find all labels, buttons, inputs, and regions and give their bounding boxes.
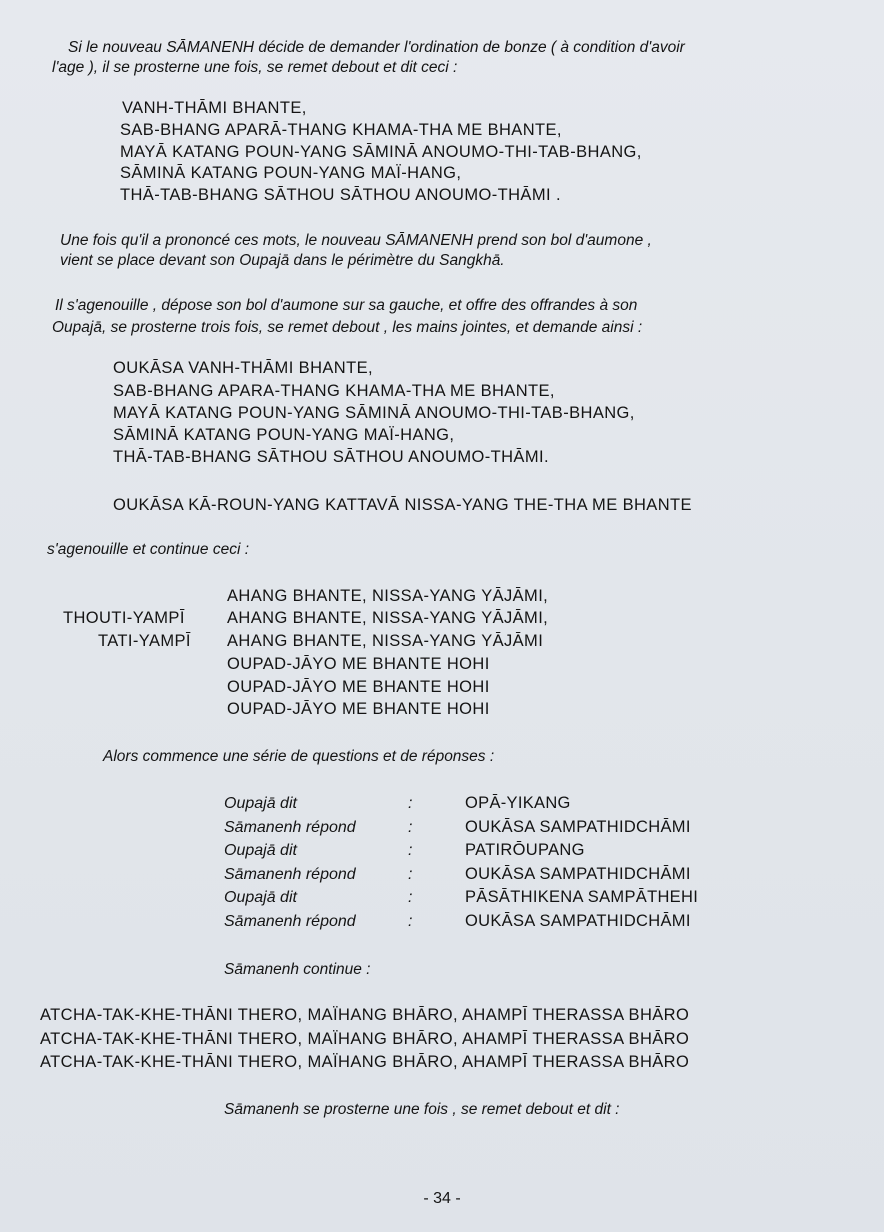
dialogue-speaker-2: Sāmanenh répond: [224, 818, 356, 836]
dialogue-separators: [408, 792, 412, 933]
chant2-line-4: SĀMINĀ KATANG POUN-YANG MAÏ-HANG,: [113, 426, 455, 444]
dialogue-text-2: OUKĀSA SAMPATHIDCHĀMI: [465, 817, 691, 836]
qa-intro-line: Alors commence une série de questions et de réponses :: [103, 748, 495, 765]
dialogue-text-5: PĀSĀTHIKENA SAMPĀTHEHI: [465, 888, 699, 906]
chant2-line-1: OUKĀSA VANH-THĀMI BHANTE,: [113, 359, 373, 377]
chant3-prefix-2: THOUTI-YAMPĪ: [63, 609, 185, 627]
dialogue-text-3: PATIRŌUPANG: [465, 841, 585, 859]
chant1-line-3: MAYĀ KATANG POUN-YANG SĀMINĀ ANOUMO-THI-TAB-BHANG,: [120, 143, 642, 161]
dialogue-sep-1: :: [408, 795, 413, 812]
chant3-line-6: OUPAD-JĀYO ME BHANTE HOHI: [227, 700, 490, 718]
para2-line-2: vient se place devant son Oupajā dans le périmètre du Sangkhā.: [60, 252, 505, 269]
para2-line-1: Une fois qu'il a prononcé ces mots, le nouveau SĀMANENH prend son bol d'aumone ,: [60, 232, 652, 249]
continue-label: Sāmanenh continue :: [224, 961, 371, 978]
page-number: - 34 -: [423, 1190, 461, 1207]
dialogue-speaker-4: Sāmanenh répond: [224, 865, 356, 883]
dialogue-answers: [465, 792, 698, 933]
chant3-line-5: OUPAD-JĀYO ME BHANTE HOHI: [227, 678, 490, 696]
closing-line: Sāmanenh se prosterne une fois , se remet debout et dit :: [224, 1101, 620, 1118]
dialogue-speakers: [224, 792, 356, 933]
dialogue-speaker-5: Oupajā dit: [224, 889, 297, 906]
chant3-line-1: AHANG BHANTE, NISSA-YANG YĀJĀMI,: [227, 587, 549, 605]
request-line: OUKĀSA KĀ-ROUN-YANG KATTAVĀ NISSA-YANG THE-THA ME BHANTE: [113, 496, 692, 514]
chant2-line-3: MAYĀ KATANG POUN-YANG SĀMINĀ ANOUMO-THI-TAB-BHANG,: [113, 404, 635, 422]
chant4-line-3: ATCHA-TAK-KHE-THĀNI THERO, MAÏHANG BHĀRO, AHAMPĪ THERASSA BHĀRO: [40, 1053, 690, 1071]
chant3-line-2: AHANG BHANTE, NISSA-YANG YĀJĀMI,: [227, 609, 549, 627]
chant1-line-2: SAB-BHANG APARĀ-THANG KHAMA-THA ME BHANTE,: [120, 121, 562, 139]
dialogue-sep-3: :: [408, 842, 413, 859]
dialogue-sep-2: :: [408, 818, 413, 836]
chant1-line-4: SĀMINĀ KATANG POUN-YANG MAÏ-HANG,: [120, 164, 462, 182]
dialogue-speaker-3: Oupajā dit: [224, 842, 297, 859]
dialogue-speaker-1: Oupajā dit: [224, 795, 297, 812]
chant3-line-3: AHANG BHANTE, NISSA-YANG YĀJĀMI: [227, 632, 544, 650]
kneel-line: s'agenouille et continue ceci :: [47, 541, 250, 558]
chant1-line-5: THĀ-TAB-BHANG SĀTHOU SĀTHOU ANOUMO-THĀMI .: [120, 186, 561, 204]
intro-line-1: Si le nouveau SĀMANENH décide de demander l'ordination de bonze ( à condition d'avoir: [68, 39, 685, 56]
intro-line-2: l'age ), il se prosterne une fois, se remet debout et dit ceci :: [52, 59, 458, 76]
dialogue-sep-6: :: [408, 912, 413, 930]
para3-line-2: Oupajā, se prosterne trois fois, se remet debout , les mains jointes, et demande ainsi :: [52, 319, 643, 336]
dialogue-text-1: OPĀ-YIKANG: [465, 794, 571, 812]
chant4-line-1: ATCHA-TAK-KHE-THĀNI THERO, MAÏHANG BHĀRO, AHAMPĪ THERASSA BHĀRO: [40, 1006, 690, 1024]
chant2-line-5: THĀ-TAB-BHANG SĀTHOU SĀTHOU ANOUMO-THĀMI.: [113, 448, 549, 466]
dialogue-speaker-6: Sāmanenh répond: [224, 912, 356, 930]
chant3-line-4: OUPAD-JĀYO ME BHANTE HOHI: [227, 655, 490, 673]
chant3-prefix-3: TATI-YAMPĪ: [98, 632, 191, 650]
chant2-line-2: SAB-BHANG APARA-THANG KHAMA-THA ME BHANTE,: [113, 382, 555, 400]
dialogue-text-4: OUKĀSA SAMPATHIDCHĀMI: [465, 864, 691, 883]
para3-line-1: Il s'agenouille , dépose son bol d'aumone sur sa gauche, et offre des offrandes à son: [55, 297, 638, 314]
dialogue-sep-5: :: [408, 889, 413, 906]
chant4-line-2: ATCHA-TAK-KHE-THĀNI THERO, MAÏHANG BHĀRO, AHAMPĪ THERASSA BHĀRO: [40, 1030, 690, 1048]
chant1-line-1: VANH-THĀMI BHANTE,: [122, 99, 307, 117]
dialogue-text-6: OUKĀSA SAMPATHIDCHĀMI: [465, 911, 691, 930]
dialogue-sep-4: :: [408, 865, 413, 883]
